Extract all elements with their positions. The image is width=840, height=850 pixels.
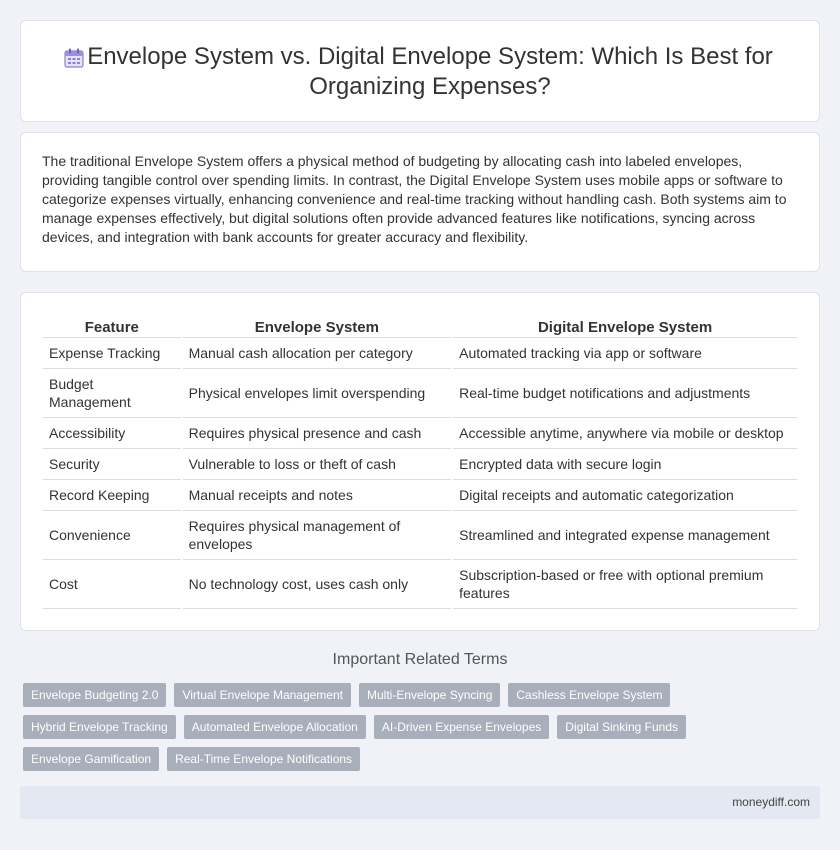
intro-card	[20, 132, 820, 272]
related-term-tag[interactable]: Real-Time Envelope Notifications	[167, 747, 360, 771]
related-term-tag[interactable]: Hybrid Envelope Tracking	[23, 715, 176, 739]
header-digital-envelope-system: Digital Envelope System	[453, 315, 797, 338]
related-term-tag[interactable]: Digital Sinking Funds	[557, 715, 686, 739]
footer	[20, 786, 820, 819]
feature-cell: Cost	[43, 560, 181, 609]
header-feature: Feature	[43, 315, 181, 338]
digital-cell: Streamlined and integrated expense management	[453, 511, 797, 560]
related-term-tag[interactable]: AI-Driven Expense Envelopes	[374, 715, 549, 739]
digital-cell: Automated tracking via app or software	[453, 338, 797, 369]
table-row	[43, 449, 797, 480]
table-row	[43, 480, 797, 511]
related-terms-list	[23, 683, 823, 771]
digital-cell: Real-time budget notifications and adjustments	[453, 369, 797, 418]
envelope-cell: Vulnerable to loss or theft of cash	[183, 449, 452, 480]
table-row	[43, 511, 797, 560]
table-row	[43, 560, 797, 609]
related-term-tag[interactable]: Automated Envelope Allocation	[184, 715, 366, 739]
table-row	[43, 418, 797, 449]
feature-cell: Budget Management	[43, 369, 181, 418]
table-row	[43, 338, 797, 369]
digital-cell: Accessible anytime, anywhere via mobile or desktop	[453, 418, 797, 449]
related-term-tag[interactable]: Cashless Envelope System	[508, 683, 670, 707]
comparison-table	[41, 315, 799, 609]
page-title: Envelope System vs. Digital Envelope System: Which Is Best for Organizing Expenses?	[87, 43, 773, 100]
table-header-row	[43, 315, 797, 338]
table-row	[43, 369, 797, 418]
digital-cell: Subscription-based or free with optional premium features	[453, 560, 797, 609]
feature-cell: Convenience	[43, 511, 181, 560]
footer-site-link[interactable]: moneydiff.com	[732, 795, 810, 809]
envelope-cell: Manual cash allocation per category	[183, 338, 452, 369]
related-term-tag[interactable]: Multi-Envelope Syncing	[359, 683, 500, 707]
feature-cell: Record Keeping	[43, 480, 181, 511]
envelope-cell: Manual receipts and notes	[183, 480, 452, 511]
envelope-cell: Requires physical presence and cash	[183, 418, 452, 449]
related-term-tag[interactable]: Envelope Budgeting 2.0	[23, 683, 166, 707]
digital-cell: Encrypted data with secure login	[453, 449, 797, 480]
header-envelope-system: Envelope System	[183, 315, 452, 338]
feature-cell: Security	[43, 449, 181, 480]
related-term-tag[interactable]: Virtual Envelope Management	[174, 683, 351, 707]
feature-cell: Expense Tracking	[43, 338, 181, 369]
envelope-cell: Physical envelopes limit overspending	[183, 369, 452, 418]
related-terms-title: Important Related Terms	[332, 651, 508, 668]
feature-cell: Accessibility	[43, 418, 181, 449]
comparison-card	[20, 292, 820, 631]
title-card	[20, 20, 820, 122]
envelope-cell: Requires physical management of envelopes	[183, 511, 452, 560]
related-term-tag[interactable]: Envelope Gamification	[23, 747, 159, 771]
intro-paragraph: The traditional Envelope System offers a physical method of budgeting by allocating cash into labeled envelopes, providing tangible control over spending limits. In contrast, the Digital Envelope System uses mobile apps or software to categorize expenses virtually, enhancing convenience and real-time tracking without handling cash. Both systems aim to manage expenses effectively, but digital solutions often provide advanced features like notifications, syncing across devices, and integration with bank accounts for greater accuracy and flexibility.	[42, 153, 787, 245]
digital-cell: Digital receipts and automatic categorization	[453, 480, 797, 511]
envelope-cell: No technology cost, uses cash only	[183, 560, 452, 609]
